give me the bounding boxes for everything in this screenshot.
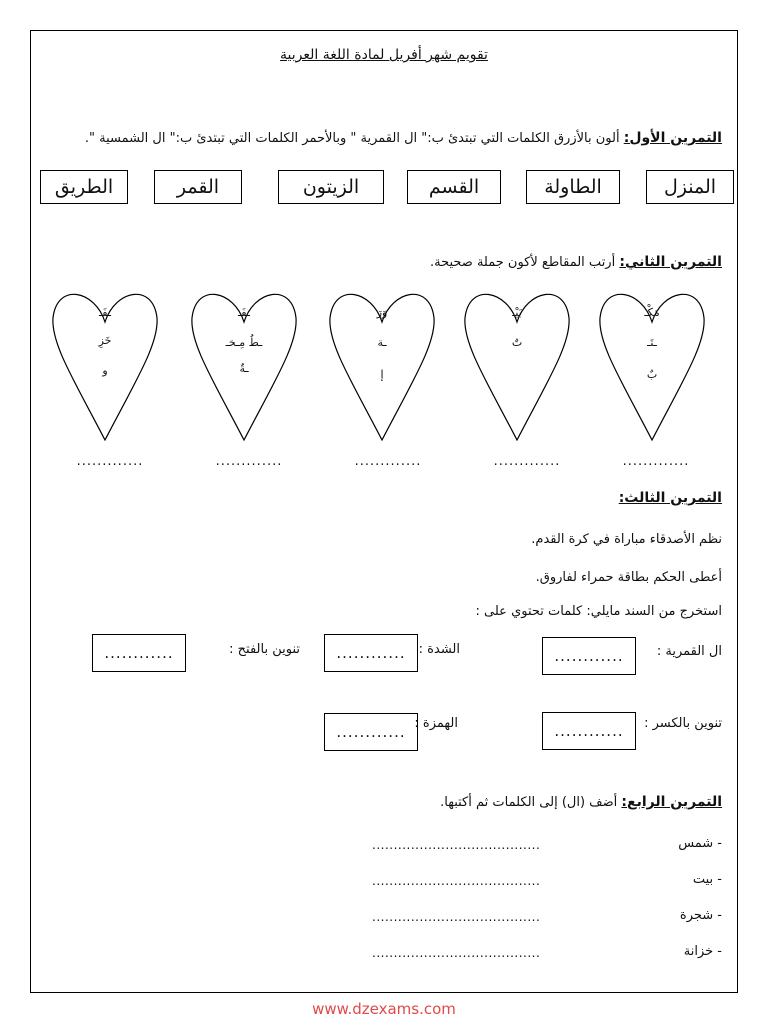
- heart-4-answer[interactable]: .............: [215, 454, 283, 469]
- hamza-answer-box[interactable]: ............: [324, 713, 418, 751]
- heart-3-syllable-3: إ: [380, 368, 384, 381]
- exercise-1-instruction: ألون بالأزرق الكلمات التي تبتدئ ب:" ال القمرية " وبالأحمر الكلمات التي تبتدئ ب:" ال الشمسية ".: [84, 131, 624, 146]
- heart-2-syllable-1: بَيْـ: [512, 306, 522, 319]
- heart-5-answer[interactable]: .............: [76, 454, 144, 469]
- exercise-1-label: التمرين الأول:: [623, 130, 722, 146]
- heart-3-syllable-2: ـة: [377, 336, 387, 349]
- ex4-word-2: - بيت: [692, 872, 722, 887]
- qamaria-label: ال القمرية :: [656, 644, 722, 659]
- tanwin-kasr-answer-box[interactable]: ............: [542, 712, 636, 750]
- ex4-answer-line-2[interactable]: .......................................: [372, 874, 541, 888]
- exercise-4-label: التمرين الرابع:: [621, 794, 722, 810]
- footer-url[interactable]: www.dzexams.com: [312, 1000, 456, 1018]
- exercise-1-heading: [85, 130, 722, 146]
- tanwin-fath-answer-box[interactable]: ............: [92, 634, 186, 672]
- exercise-4-instruction: أضف (ال) إلى الكلمات ثم أكتبها.: [440, 795, 622, 810]
- heart-5-syllable-3: و: [102, 364, 108, 377]
- word-box-4: الزيتون: [278, 170, 384, 204]
- word-box-6: الطريق: [40, 170, 128, 204]
- heart-2-syllable-2: تٌ: [511, 336, 523, 349]
- ex4-word-3: - شجرة: [679, 908, 722, 923]
- heart-2-answer[interactable]: .............: [493, 454, 561, 469]
- hamza-label: الهمزة :: [414, 716, 458, 731]
- heart-3-syllable-1: وَرَ: [376, 306, 388, 319]
- word-box-2: الطاولة: [526, 170, 620, 204]
- word-box-1: المنزل: [646, 170, 734, 204]
- word-box-5: القمر: [154, 170, 242, 204]
- tanwin-kasr-label: تنوين بالكسر :: [644, 716, 722, 731]
- heart-1-syllable-2: ـتَـ: [647, 336, 657, 349]
- exercise-3-sentence-2: أعطى الحكم بطاقة حمراء لفاروق.: [535, 570, 722, 585]
- shadda-answer-box[interactable]: ............: [324, 634, 418, 672]
- page-title: تقويم شهر أفريل لمادة اللغة العربية: [280, 47, 488, 63]
- tanwin-fath-label: تنوين بالفتح :: [229, 642, 300, 657]
- ex4-answer-line-4[interactable]: .......................................: [372, 946, 541, 960]
- word-box-3: القسم: [407, 170, 501, 204]
- exercise-3-prompt: استخرج من السند مايلي: كلمات تحتوي على :: [475, 604, 722, 619]
- ex4-word-1: - شمس: [678, 836, 722, 851]
- heart-5-syllable-2: خَزِ: [98, 334, 112, 347]
- exercise-4-heading: [440, 794, 722, 810]
- exercise-3-label: التمرين الثالث:: [618, 490, 722, 506]
- ex4-answer-line-3[interactable]: .......................................: [372, 910, 541, 924]
- exercise-2-label: التمرين الثاني:: [619, 254, 722, 270]
- shadda-label: الشدة :: [418, 642, 460, 657]
- heart-3-answer[interactable]: .............: [354, 454, 422, 469]
- exercise-2-heading: [430, 254, 722, 270]
- heart-4-syllable-3: ـةٌ: [239, 362, 249, 375]
- heart-4-syllable-1: ـفَـ: [237, 306, 250, 319]
- ex4-answer-line-1[interactable]: .......................................: [372, 838, 541, 852]
- heart-1-answer[interactable]: .............: [622, 454, 690, 469]
- ex4-word-4: - خزانة: [683, 944, 722, 959]
- heart-4-syllable-2: ـطُ مِـخـ: [225, 336, 263, 349]
- exercise-3-sentence-1: نظم الأصدقاء مباراة في كرة القدم.: [531, 532, 722, 547]
- qamaria-answer-box[interactable]: ............: [542, 637, 636, 675]
- exercise-2-instruction: أرتب المقاطع لأكون جملة صحيحة.: [429, 255, 620, 270]
- heart-5-syllable-1: ـفَـ: [98, 306, 111, 319]
- heart-1-syllable-1: مَكْـ: [644, 306, 660, 319]
- heart-1-syllable-3: بٌ: [646, 368, 658, 381]
